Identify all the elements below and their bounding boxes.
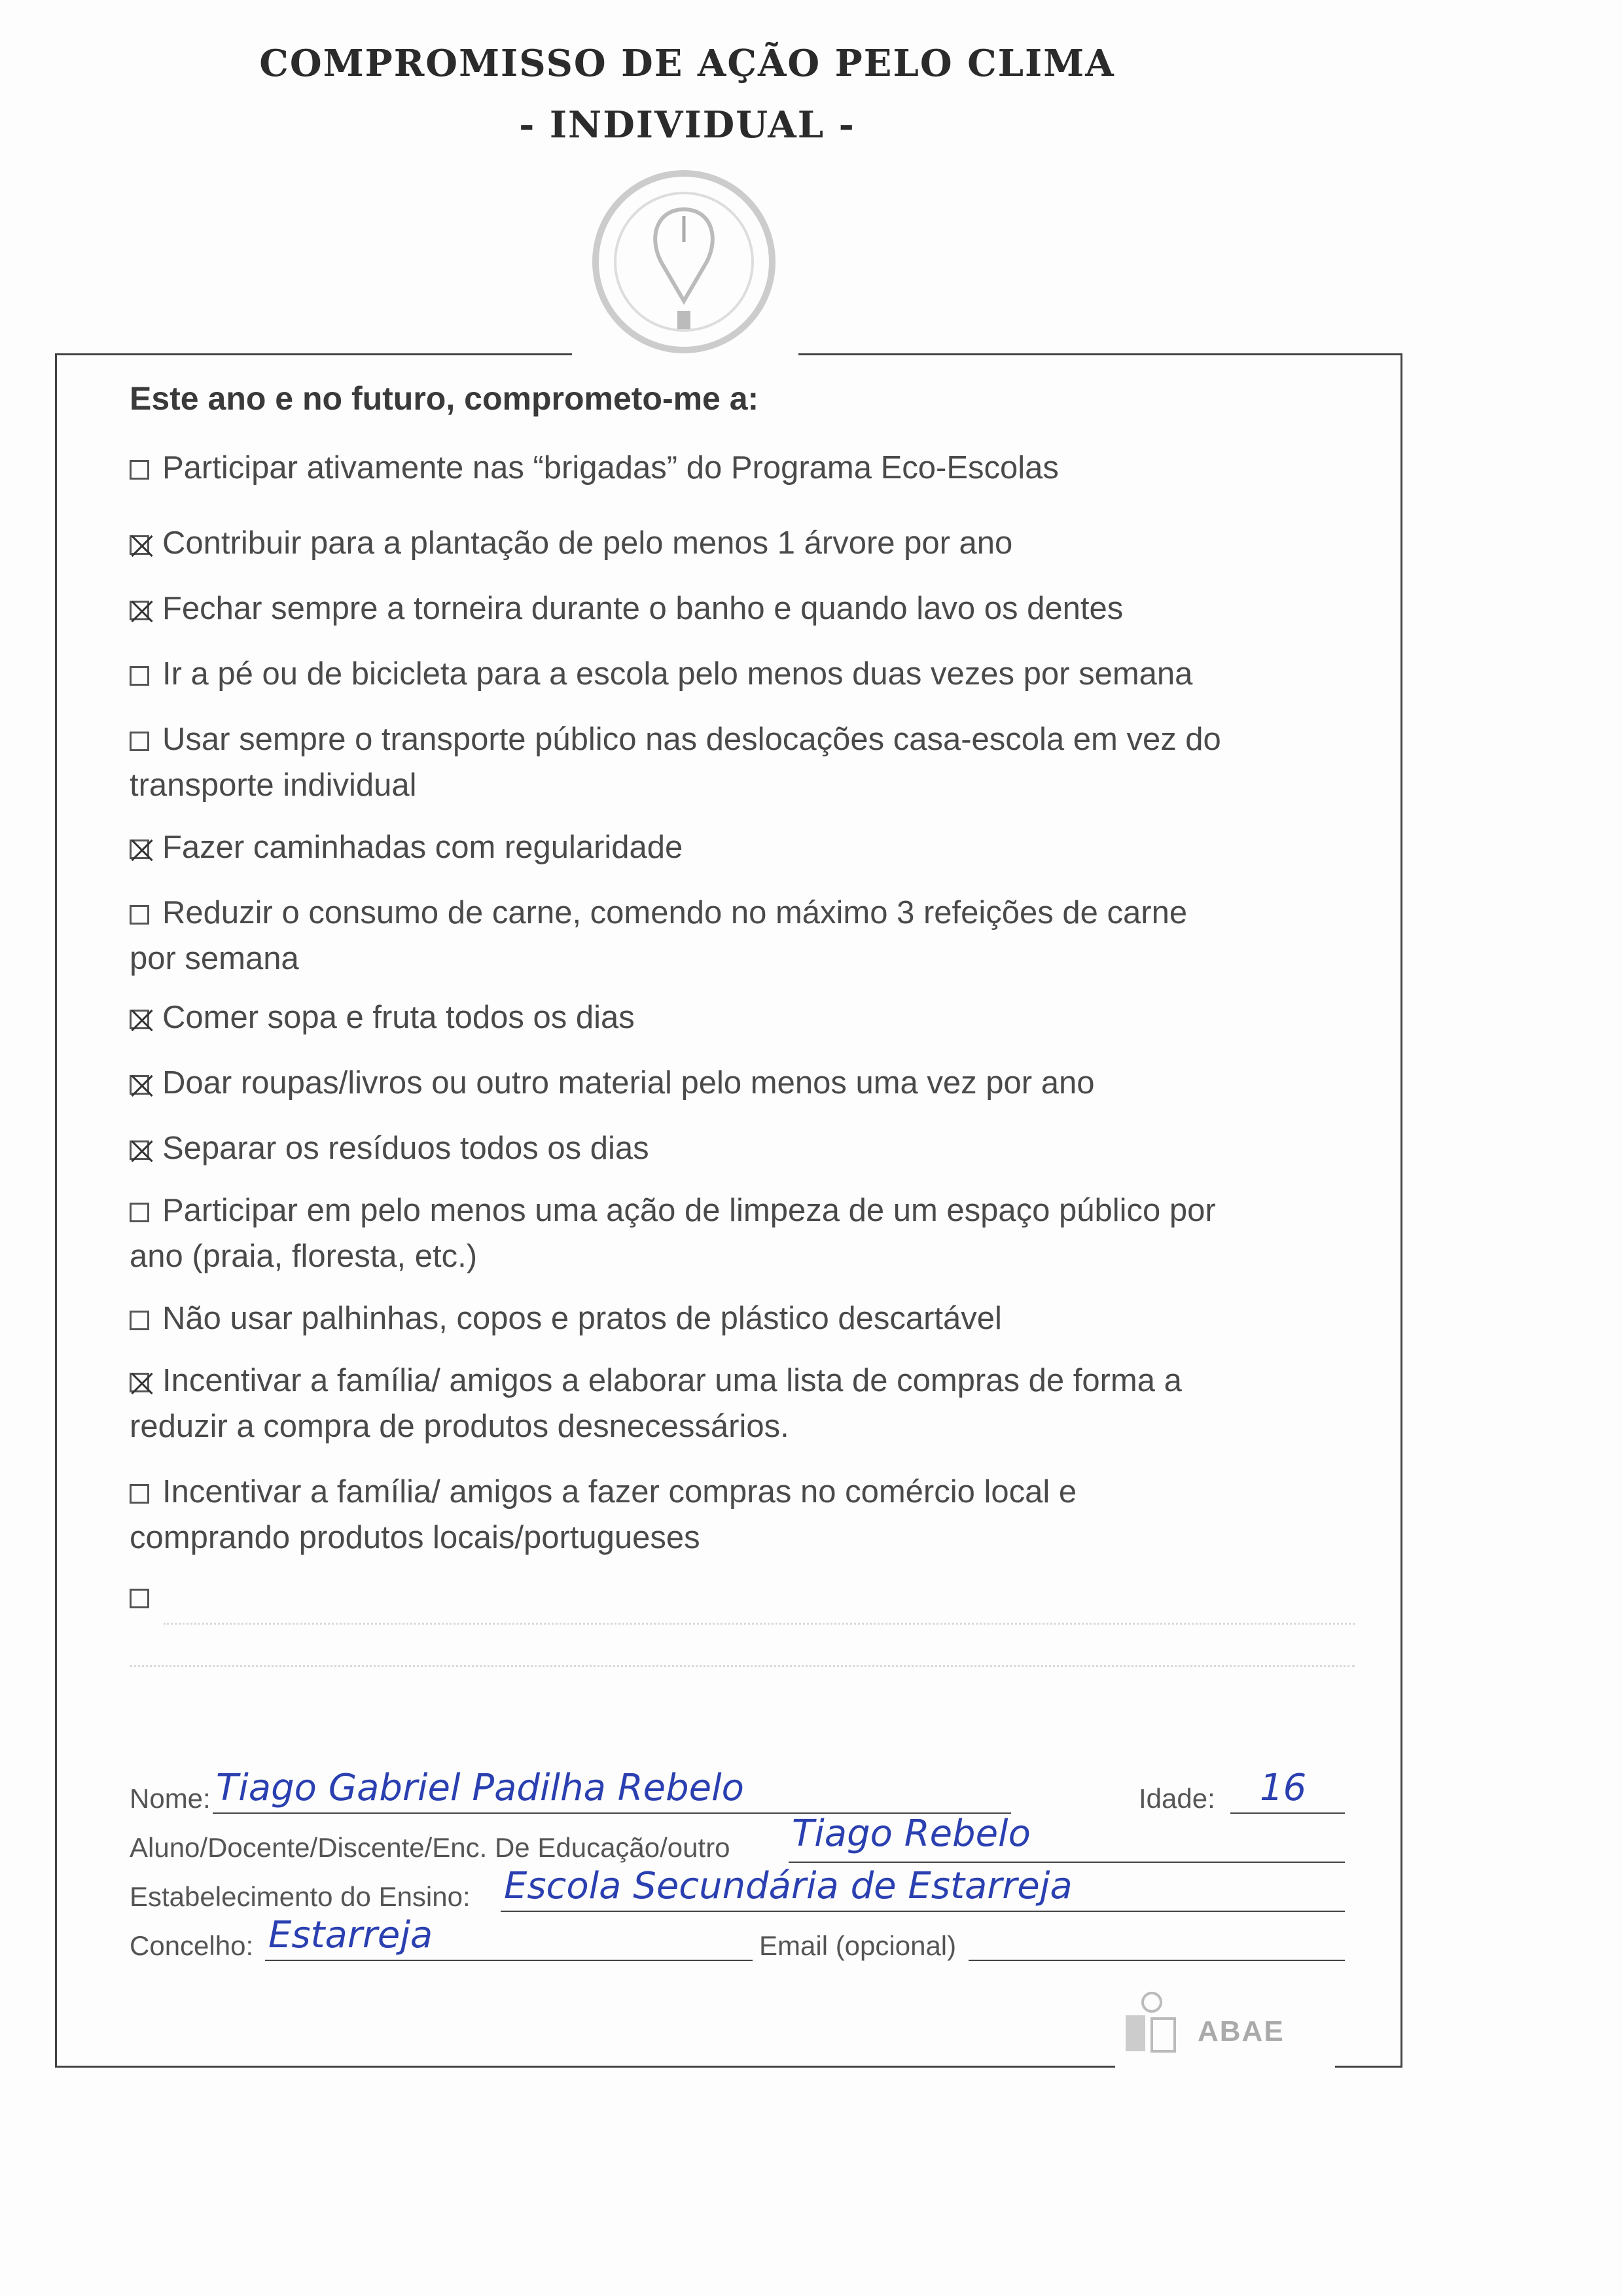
checkbox[interactable]: [130, 1311, 149, 1330]
blank-line: [130, 1665, 1355, 1667]
checkbox[interactable]: [130, 460, 149, 480]
estabelecimento-line: [501, 1911, 1345, 1912]
eco-escolas-logo-icon: [1113, 1989, 1191, 2061]
commitment-text: Reduzir o consumo de carne, comendo no máximo 3 refeições de carne: [162, 895, 1188, 930]
commitment-text: Fechar sempre a torneira durante o banho e quando lavo os dentes: [162, 591, 1124, 626]
idade-value[interactable]: 16: [1260, 1767, 1307, 1809]
commitment-text: ano (praia, floresta, etc.): [130, 1239, 478, 1274]
commitment-text: Participar em pelo menos uma ação de limpeza de um espaço público por: [162, 1193, 1216, 1228]
checked-checkbox[interactable]: [130, 601, 149, 620]
commitment-item: [130, 445, 1360, 491]
abae-logo-text: ABAE: [1198, 2015, 1285, 2047]
frame-left: [55, 353, 57, 2068]
nome-label: Nome:: [130, 1783, 211, 1814]
checked-checkbox[interactable]: [130, 1373, 149, 1392]
commitment-text: Incentivar a família/ amigos a elaborar uma lista de compras de forma a: [162, 1363, 1182, 1398]
frame-bottom-left: [55, 2066, 1115, 2068]
aluno-value[interactable]: Tiago Rebelo: [792, 1812, 1031, 1855]
nome-value[interactable]: Tiago Gabriel Padilha Rebelo: [216, 1767, 744, 1809]
intro-heading: Este ano e no futuro, comprometo-me a:: [130, 380, 759, 417]
concelho-label: Concelho:: [130, 1930, 254, 1961]
checkbox[interactable]: [130, 1484, 149, 1504]
commitment-item: [130, 1060, 1360, 1106]
frame-top-right: [798, 353, 1402, 355]
checkbox[interactable]: [130, 732, 149, 751]
commitment-text: Não usar palhinhas, copos e pratos de plástico descartável: [162, 1301, 1002, 1336]
checkbox[interactable]: [130, 666, 149, 686]
commitment-text: transporte individual: [130, 768, 417, 803]
commitment-text: Participar ativamente nas “brigadas” do Programa Eco-Escolas: [162, 450, 1059, 486]
commitment-text: Separar os resíduos todos os dias: [162, 1131, 649, 1166]
commitment-text: Incentivar a família/ amigos a fazer compras no comércio local e: [162, 1474, 1077, 1510]
concelho-value[interactable]: Estarreja: [268, 1914, 433, 1956]
commitment-item: [130, 1469, 1360, 1561]
idade-line: [1230, 1812, 1345, 1814]
estabelecimento-value[interactable]: Escola Secundária de Estarreja: [504, 1865, 1073, 1907]
commitment-item: [130, 520, 1360, 566]
checkbox[interactable]: [130, 905, 149, 925]
commitment-text: por semana: [130, 941, 299, 976]
commitment-item: [130, 1574, 1360, 1619]
aluno-label: Aluno/Docente/Discente/Enc. De Educação/outro: [130, 1832, 730, 1863]
commitment-text: Comer sopa e fruta todos os dias: [162, 1000, 635, 1035]
commitment-item: [130, 1296, 1360, 1341]
frame-right: [1400, 353, 1402, 2068]
commitment-item: [130, 1358, 1360, 1449]
commitment-text: Contribuir para a plantação de pelo menos 1 árvore por ano: [162, 525, 1013, 561]
checked-checkbox[interactable]: [130, 839, 149, 859]
commitment-text: comprando produtos locais/portugueses: [130, 1520, 700, 1555]
title-line-2: - INDIVIDUAL -: [519, 103, 855, 147]
checked-checkbox[interactable]: [130, 535, 149, 555]
frame-top-left: [55, 353, 572, 355]
frame-bottom-right: [1335, 2066, 1402, 2068]
commitment-item: [130, 890, 1360, 981]
commitment-text: Ir a pé ou de bicicleta para a escola pelo menos duas vezes por semana: [162, 656, 1193, 692]
checkbox[interactable]: [130, 1203, 149, 1222]
checked-checkbox[interactable]: [130, 1010, 149, 1029]
commitment-text: reduzir a compra de produtos desnecessários.: [130, 1409, 789, 1444]
commitment-text: Fazer caminhadas com regularidade: [162, 830, 683, 865]
checked-checkbox[interactable]: [130, 1140, 149, 1160]
concelho-line: [265, 1960, 753, 1961]
estabelecimento-label: Estabelecimento do Ensino:: [130, 1881, 471, 1912]
eco-schools-seal-icon: [576, 164, 792, 360]
commitment-item: [130, 1125, 1360, 1171]
commitment-item: [130, 651, 1360, 697]
commitment-item: [130, 824, 1360, 870]
email-line[interactable]: [969, 1960, 1345, 1961]
idade-label: Idade:: [1139, 1783, 1215, 1814]
commitment-item: [130, 716, 1360, 808]
commitment-text: Doar roupas/livros ou outro material pelo menos uma vez por ano: [162, 1065, 1095, 1101]
aluno-line: [789, 1862, 1345, 1863]
checked-checkbox[interactable]: [130, 1075, 149, 1095]
commitment-item: [130, 586, 1360, 631]
blank-line: [164, 1623, 1355, 1625]
checkbox[interactable]: [130, 1589, 149, 1608]
commitment-item: [130, 1188, 1360, 1279]
email-label: Email (opcional): [759, 1930, 957, 1961]
title-line-1: COMPROMISSO DE AÇÃO PELO CLIMA: [259, 42, 1115, 85]
commitment-item: [130, 995, 1360, 1040]
commitment-text: Usar sempre o transporte público nas deslocações casa-escola em vez do: [162, 722, 1221, 757]
